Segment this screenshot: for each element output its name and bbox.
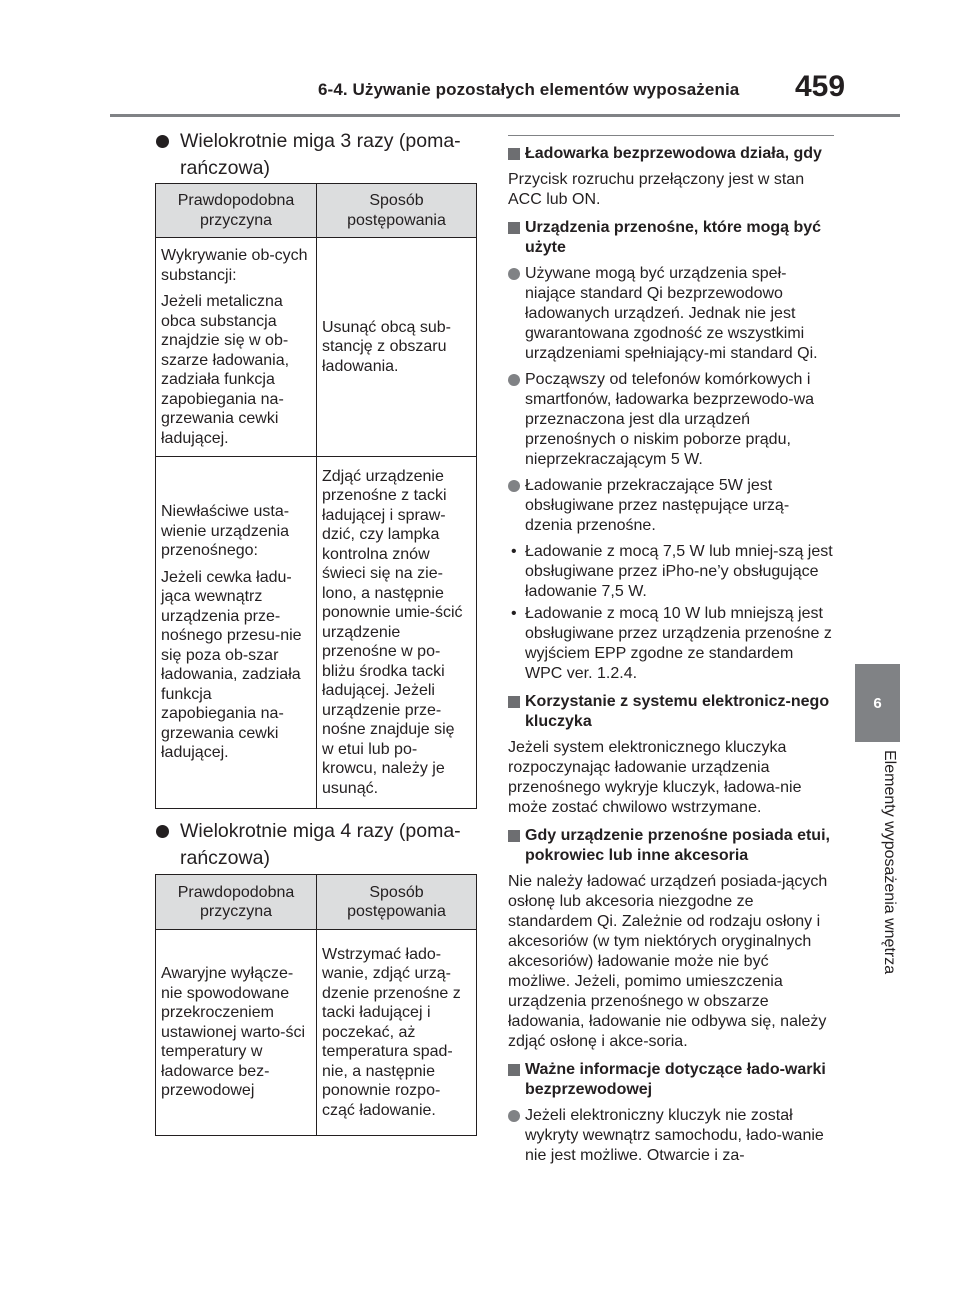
list-item: Jeżeli elektroniczny kluczyk nie został wykryty wewnątrz samochodu, łado-wanie nie jest możliwe. Otwarcie i za- bbox=[508, 1106, 834, 1166]
paragraph: Nie należy ładować urządzeń posiada-jących osłonę lub akcesoria niezgodne ze standardem Qi. Zależnie od rodzaju osłony i akcesoriów (w tym niektórych oryginalnych akcesoriów) ładowanie może nie być możliwe. Jeżeli, pomimo umieszczenia urządzenia przenośnego w obszarze ładowania, ładowanie nie odbywa się, należy zdjąć osłonę i akce-soria. bbox=[508, 873, 828, 1050]
square-bullet-icon bbox=[508, 148, 520, 160]
bullet-dot-icon bbox=[156, 135, 169, 148]
cause-table-3 bbox=[155, 183, 477, 809]
right-column bbox=[508, 135, 834, 1172]
section-heading: Gdy urządzenie przenośne posiada etui, pokrowiec lub inne akcesoria bbox=[508, 826, 834, 866]
list-item: Począwszy od telefonów komórkowych i smartfonów, ładowarka bezprzewodo-wa przeznaczona jest dla urządzeń przenośnych o niskim poborze prądu, nieprzekraczającym 5 W. bbox=[508, 370, 834, 470]
sub-list-item: • Ładowanie z mocą 10 W lub mniejszą jest obsługiwane przez urządzenia przenośne z wyjściem EPP zgodne ze standardem WPC ver. 1.2.4. bbox=[511, 605, 832, 682]
square-bullet-icon bbox=[508, 1064, 520, 1076]
round-bullet-icon bbox=[508, 480, 520, 492]
list-item: Ładowanie przekraczające 5W jest obsługiwane przez następujące urzą-dzenia przenośne. bbox=[508, 476, 834, 536]
header-cause: Prawdopodobna przyczyna bbox=[156, 875, 317, 930]
header-action: Sposób postępowania bbox=[317, 875, 477, 930]
table-row bbox=[156, 238, 477, 457]
paragraph: Jeżeli system elektronicznego kluczyka rozpoczynając ładowanie urządzenia przenośnego wykryje kluczyk, ładowa-nie może zostać chwilowo wstrzymane. bbox=[508, 739, 802, 816]
chapter-number: 6 bbox=[873, 694, 882, 712]
header-action: Sposób postępowania bbox=[317, 184, 477, 238]
page-number: 459 bbox=[795, 70, 846, 103]
column-divider bbox=[508, 135, 834, 136]
round-bullet-icon bbox=[508, 268, 520, 280]
round-bullet-icon bbox=[508, 1110, 520, 1122]
cause-cell: Niewłaściwe usta-wienie urządzenia przenośnego: Jeżeli cewka ładu-jąca wewnątrz urządzenia prze-nośnego przesu-nie się poza ob-szar ładowania, zadziała funkcja zapobiegania na-grzewania cewki ładującej. bbox=[156, 457, 317, 809]
cause-cell: Wykrywanie ob-cych substancji: Jeżeli metaliczna obca substancja znajdzie się w ob-szarze ładowania, zadziała funkcja zapobiegania na-grzewania cewki ładującej. bbox=[156, 238, 317, 457]
section-title: 6-4. Używanie pozostałych elementów wyposażenia bbox=[318, 80, 740, 99]
heading-line-1: Wielokrotnie miga 3 razy (poma- bbox=[180, 130, 461, 152]
square-bullet-icon bbox=[508, 830, 520, 842]
section-heading: Ładowarka bezprzewodowa działa, gdy bbox=[508, 144, 834, 164]
square-bullet-icon bbox=[508, 696, 520, 708]
cause-cell: Awaryjne wyłącze-nie spowodowane przekroczeniem ustawionej warto-ści temperatury w ładowarce bez-przewodowej bbox=[156, 930, 317, 1136]
header-cause: Prawdopodobna przyczyna bbox=[156, 184, 317, 238]
section-heading: Korzystanie z systemu elektronicz-nego kluczyka bbox=[508, 692, 834, 732]
sub-bullet-marker: • bbox=[511, 605, 517, 622]
action-cell: Zdjąć urządzenie przenośne z tacki ładującej i spraw-dzić, czy lampka kontrolna znów świeci się na zie-lono, a następnie ponownie umie-ścić urządzenie przenośne w po-bliżu środka tacki ładującej. Jeżeli urządzenie prze-nośne znajduje się w etui lub po-krowcu, należy je usunąć. bbox=[317, 457, 477, 809]
cause-table-4 bbox=[155, 874, 477, 1136]
sub-list-item: • Ładowanie z mocą 7,5 W lub mniej-szą jest obsługiwane przez iPho-ne’y obsługujące ładowanie 7,5 W. bbox=[511, 543, 833, 600]
section-heading: Urządzenia przenośne, które mogą być użyte bbox=[508, 218, 834, 258]
chapter-tab bbox=[855, 664, 900, 742]
paragraph: Przycisk rozruchu przełączony jest w stan ACC lub ON. bbox=[508, 171, 805, 208]
table-row bbox=[156, 930, 477, 1136]
round-bullet-icon bbox=[508, 374, 520, 386]
action-cell: Usunąć obcą sub-stancję z obszaru ładowania. bbox=[317, 238, 477, 457]
section-heading: Ważne informacje dotyczące łado-warki bezprzewodowej bbox=[508, 1060, 834, 1100]
bullet-dot-icon bbox=[156, 825, 169, 838]
table-row bbox=[156, 457, 477, 809]
heading-line-2: rańczowa) bbox=[180, 847, 270, 869]
blink-4-heading bbox=[156, 818, 486, 872]
header-divider bbox=[110, 114, 900, 117]
action-cell: Wstrzymać łado-wanie, zdjąć urzą-dzenie przenośne z tacki ładującej i poczekać, aż temperatura spad-nie, a następnie ponownie rozpo-cząć ładowanie. bbox=[317, 930, 477, 1136]
blink-3-heading bbox=[156, 128, 486, 182]
chapter-title-vertical: Elementy wyposażenia wnętrza bbox=[881, 750, 898, 975]
square-bullet-icon bbox=[508, 222, 520, 234]
heading-line-1: Wielokrotnie miga 4 razy (poma- bbox=[180, 820, 461, 842]
heading-line-2: rańczowa) bbox=[180, 157, 270, 179]
list-item: Używane mogą być urządzenia speł-niające standard Qi bezprzewodowo ładowanych urządzeń. Jednak nie jest gwarantowana zgodność ze wszystkimi urządzeniami spełniający-mi standard Qi. bbox=[508, 264, 834, 364]
sub-bullet-marker: • bbox=[511, 543, 517, 560]
